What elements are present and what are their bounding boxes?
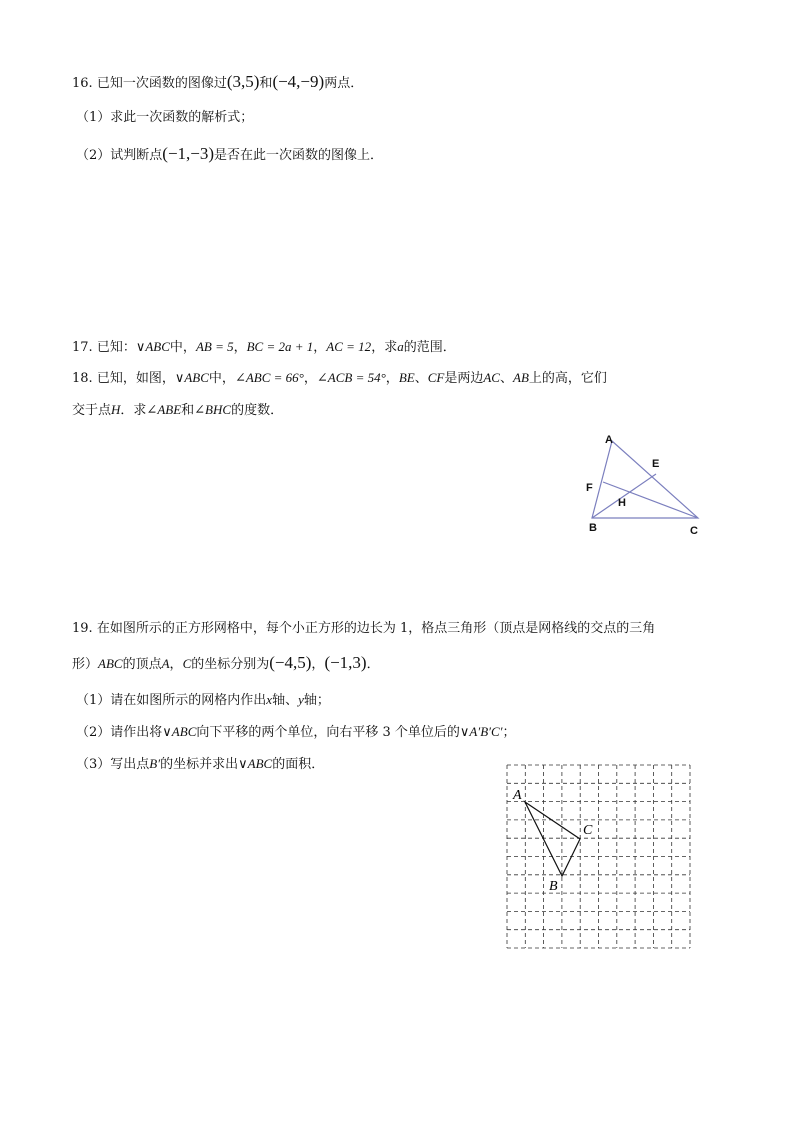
q16-point2: (−4,−9) — [272, 72, 325, 91]
q19-part2: （2）请作出将∨ABC向下平移的两个单位，向右平移 3 个单位后的∨A′B′C′； — [76, 724, 516, 740]
q16-point3: (−1,−3) — [162, 144, 215, 163]
q18-stem-line2: 交于点H．求∠ABE和∠BHC的度数． — [72, 402, 284, 418]
q16-stem: 16. 已知一次函数的图像过(3,5)和(−4,−9)两点． — [72, 72, 364, 91]
q18-number: 18. — [72, 371, 93, 386]
q19-triangle-abc — [525, 802, 580, 876]
q19-label-a: A — [513, 788, 522, 803]
q19-grid-figure — [500, 755, 700, 955]
q16-part2: （2）试判断点(−1,−3)是否在此一次函数的图像上． — [76, 144, 384, 163]
q18-label-b: B — [589, 522, 597, 534]
q17-stem: 17. 已知：∨ABC中，AB = 5，BC = 2a + 1，AC = 12，求a的范围． — [72, 339, 456, 355]
q19-label-b: B — [549, 879, 558, 894]
q18-label-c: C — [690, 525, 698, 537]
q17-number: 17. — [72, 340, 93, 355]
q19-part1: （1）请在如图所示的网格内作出x轴、y轴； — [76, 692, 330, 708]
q16-point1: (3,5) — [226, 72, 260, 91]
q19-label-c: C — [583, 823, 593, 838]
q19-part3: （3）写出点B′的坐标并求出∨ABC的面积． — [76, 756, 325, 772]
q19-stem-line1: 19. 在如图所示的正方形网格中，每个小正方形的边长为 1，格点三角形（顶点是网格线的交点的三角 — [72, 621, 656, 636]
q18-label-e: E — [652, 458, 660, 470]
q16-part1: （1）求此一次函数的解析式； — [76, 110, 254, 125]
q19-stem-line2: 形）ABC的顶点A，C的坐标分别为(−4,5)，(−1,3)． — [72, 653, 380, 672]
q16-number: 16. — [72, 76, 93, 91]
q18-label-h: H — [618, 497, 626, 509]
q18-label-f: F — [586, 482, 593, 494]
q19-number: 19. — [72, 621, 93, 636]
q18-stem-line1: 18. 已知，如图，∨ABC中，∠ABC = 66°，∠ACB = 54°，BE、CF是两边AC、AB上的高，它们 — [72, 370, 607, 386]
q18-triangle-figure — [580, 430, 720, 540]
q18-label-a: A — [605, 434, 613, 446]
